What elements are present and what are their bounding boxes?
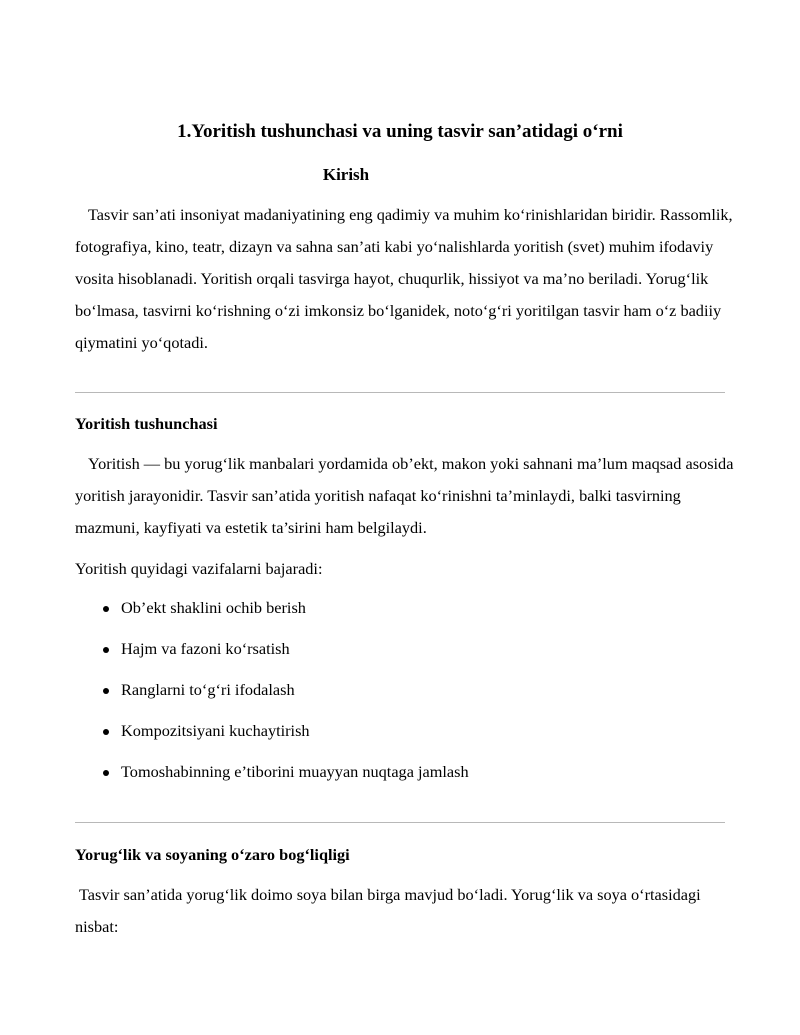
intro-paragraph: Tasvir san’ati insoniyat madaniyatining eng qadimiy va muhim ko‘rinishlaridan biridir. Rassomlik, fotografiya, kino, teatr, dizayn va sahna san’ati kabi yo‘nalishlarda yoritish (svet) muhim ifodaviy vosita hisoblanadi. Yoritish orqali tasvirga hayot, chuqurlik, hissiyot va ma’no beriladi. Yorug‘lik bo‘lmasa, tasvirni ko‘rishning o‘zi imkonsiz bo‘lganidek, noto‘g‘ri yoritilgan tasvir ham o‘z badiiy qiymatini yo‘qotadi. <box>75 205 733 352</box>
bullet-icon <box>103 606 109 612</box>
section2-paragraph: Tasvir san’atida yorug‘lik doimo soya bilan birga mavjud bo‘ladi. Yorug‘lik va soya o‘rtasidagi nisbat: <box>75 885 701 936</box>
list-item: Tomoshabinning e’tiborini muayyan nuqtaga jamlash <box>75 758 469 799</box>
section1-lead: Yoritish quyidagi vazifalarni bajaradi: <box>75 559 323 578</box>
section1-heading: Yoritish tushunchasi <box>75 414 218 433</box>
bullet-icon <box>103 729 109 735</box>
bullet-icon <box>103 647 109 653</box>
bullet-icon <box>103 688 109 694</box>
list-item: Ranglarni to‘g‘ri ifodalash <box>75 676 469 717</box>
section1-paragraph: Yoritish — bu yorug‘lik manbalari yordamida ob’ekt, makon yoki sahnani ma’lum maqsad asosida yoritish jarayonidir. Tasvir san’atida yoritish nafaqat ko‘rinishni ta’minlaydi, balki tasvirning mazmuni, kayfiyati va estetik ta’sirini ham belgilaydi. <box>75 454 734 537</box>
intro-heading: Kirish <box>322 165 370 184</box>
bullet-icon <box>103 770 109 776</box>
list-item: Ob’ekt shaklini ochib berish <box>75 594 469 635</box>
list-item: Hajm va fazoni ko‘rsatish <box>75 635 469 676</box>
section2-heading: Yorug‘lik va soyaning o‘zaro bog‘liqligi <box>75 845 350 864</box>
list-item: Kompozitsiyani kuchaytirish <box>75 717 469 758</box>
document-title: 1.Yoritish tushunchasi va uning tasvir san’atidagi o‘rni <box>177 121 623 142</box>
section-divider <box>75 822 725 823</box>
function-list <box>75 594 469 799</box>
section-divider <box>75 392 725 393</box>
